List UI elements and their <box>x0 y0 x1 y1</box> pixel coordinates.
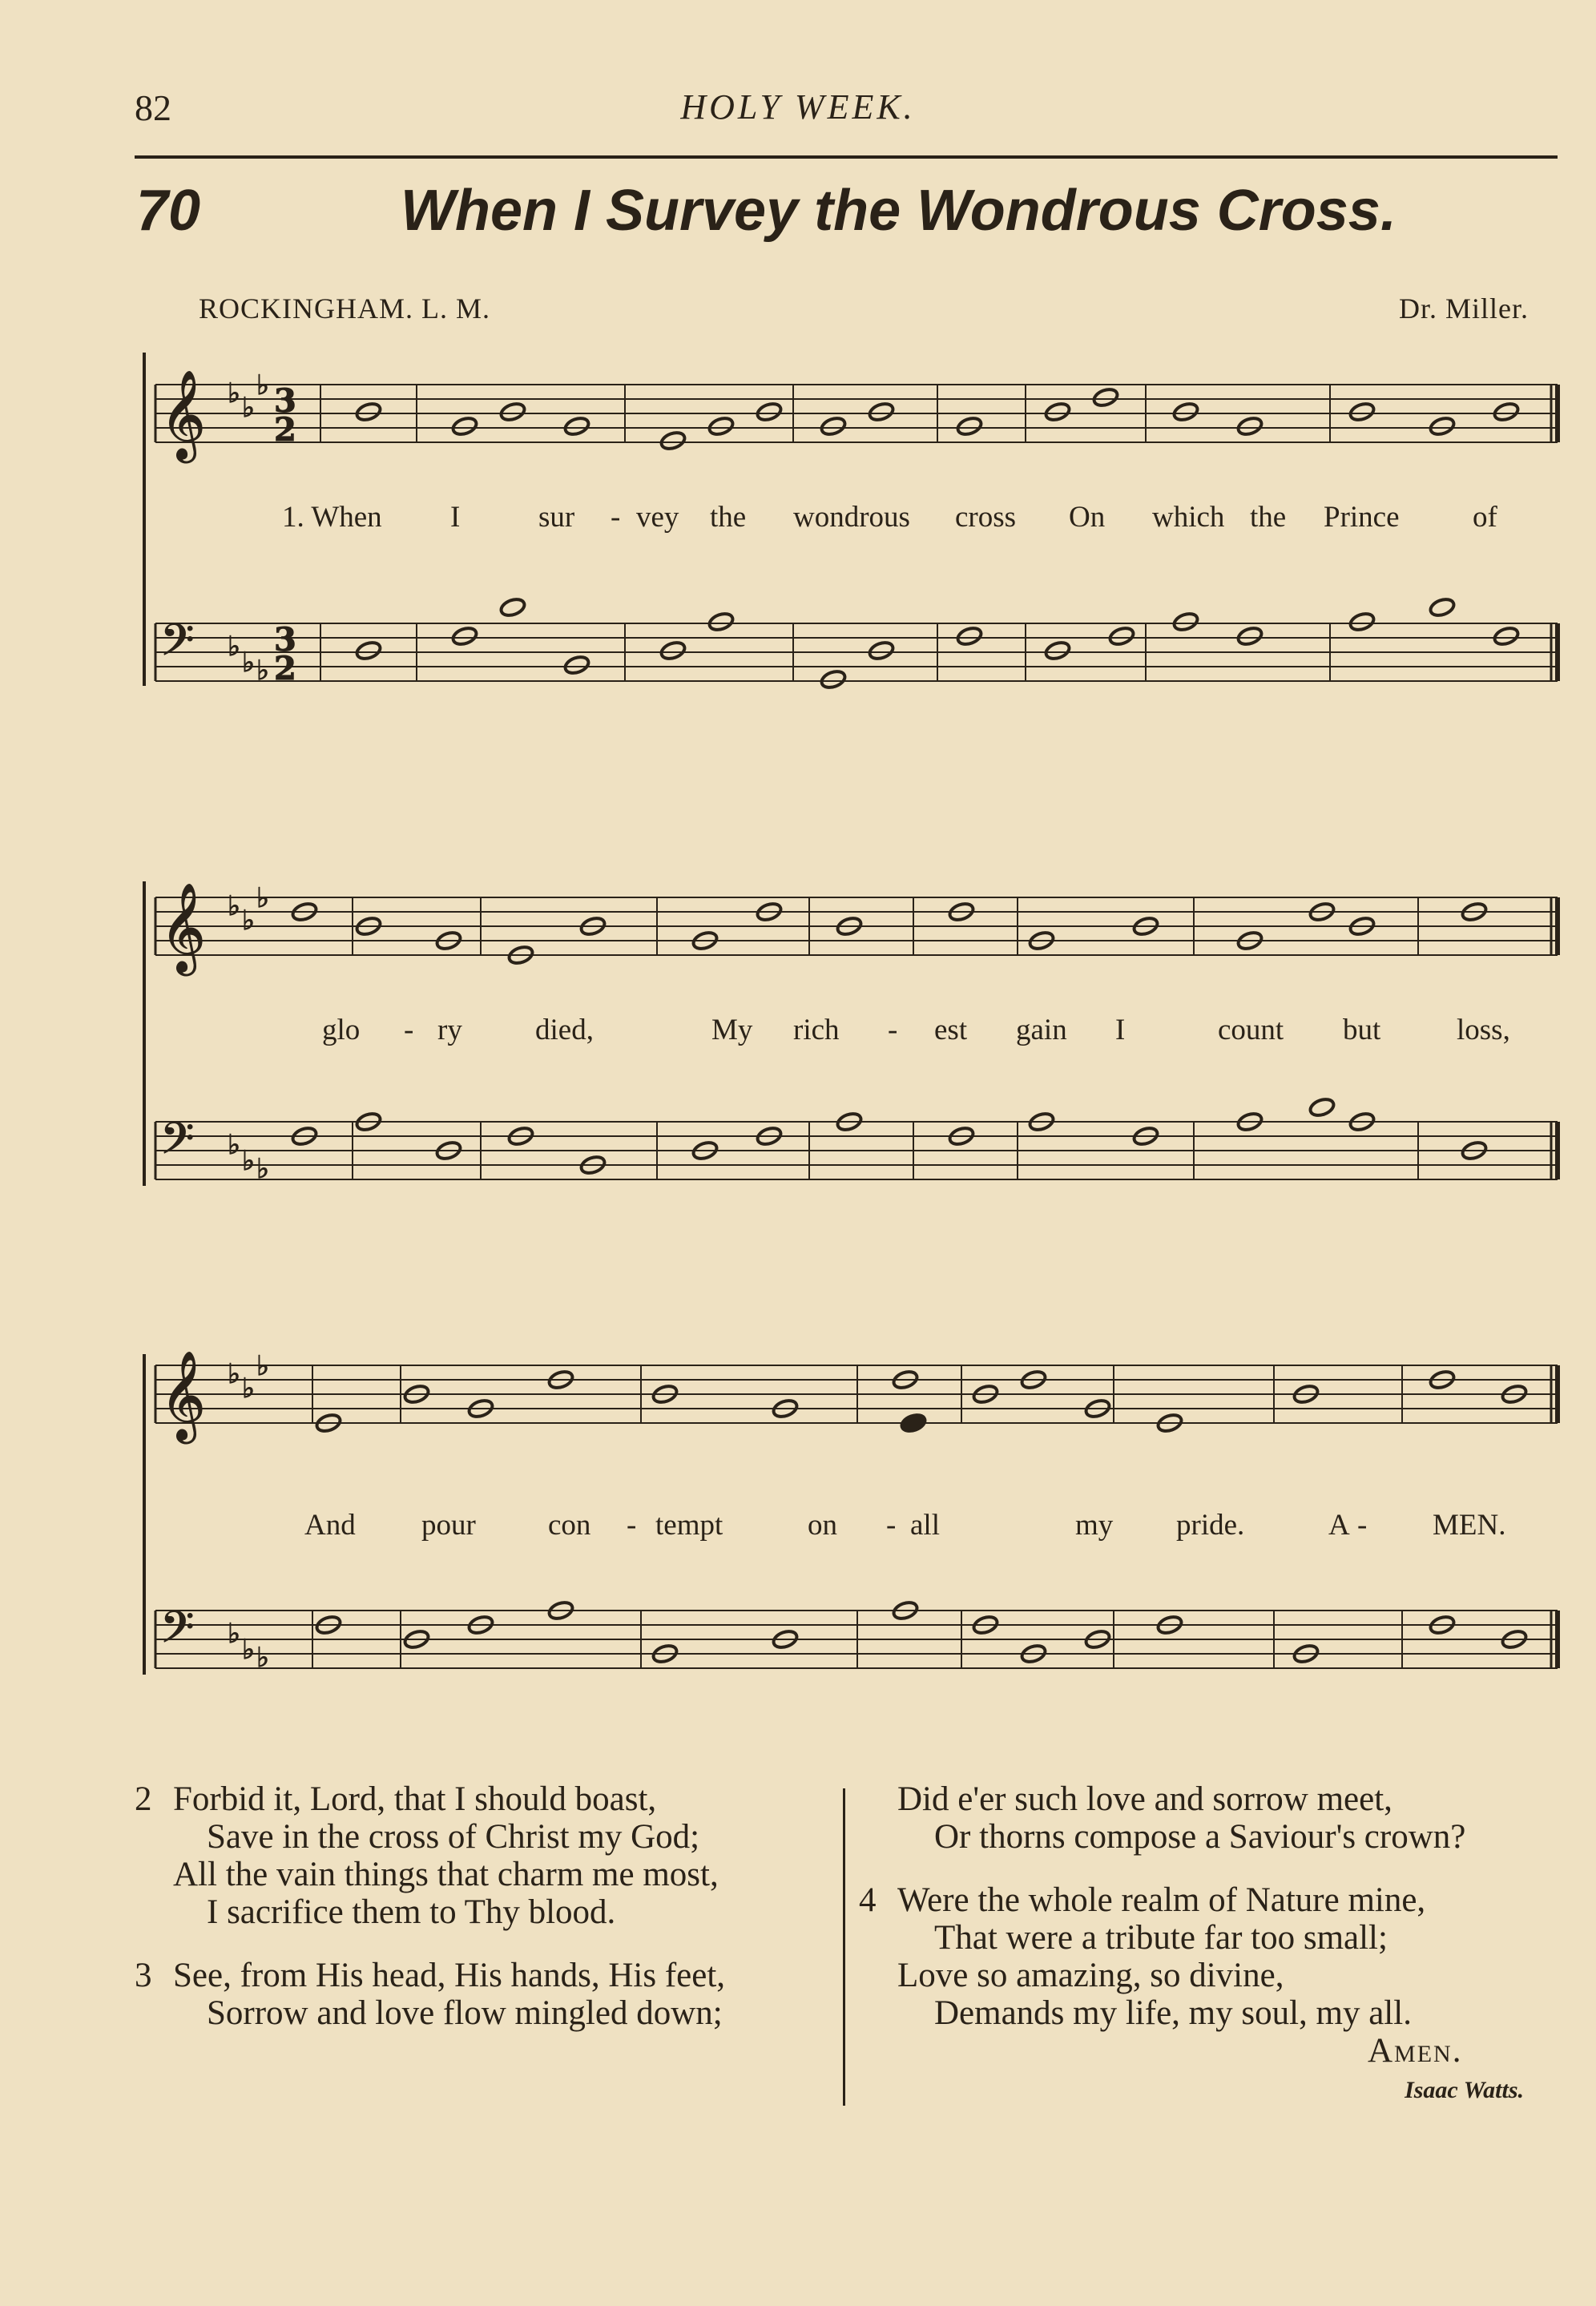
lyric-syllable: all <box>910 1509 940 1542</box>
verse-4 <box>859 1881 1564 2070</box>
verse-3 <box>135 1957 832 2032</box>
note-head <box>499 401 526 422</box>
verse-line: Did e'er such love and sorrow meet, <box>897 1780 1392 1818</box>
verse-3-continued <box>859 1780 1564 1856</box>
note-head <box>563 654 590 675</box>
lyric-syllable: est <box>934 1014 968 1046</box>
note-head <box>451 625 478 647</box>
note-head <box>659 429 687 451</box>
flat-icon: ♭ <box>256 1350 270 1382</box>
verse-line: Were the whole realm of Nature mine, <box>897 1881 1426 1919</box>
flat-icon: ♭ <box>228 1129 241 1161</box>
note-head <box>1493 625 1520 647</box>
verse-line: Or thorns compose a Saviour's crown? <box>934 1818 1466 1856</box>
page-number: 82 <box>135 87 171 128</box>
lyric-syllable: the <box>710 501 747 534</box>
verses-left-column <box>135 1780 832 2032</box>
lyric-syllable: - <box>1357 1509 1368 1542</box>
note-head <box>1308 1096 1336 1118</box>
lyric-syllable: of <box>1473 501 1497 534</box>
flat-icon: ♭ <box>228 631 241 663</box>
column-divider <box>843 1788 845 2106</box>
lyric-syllable: sur <box>538 501 575 534</box>
flat-icon: ♭ <box>242 647 256 679</box>
lyric-syllable: I <box>450 501 461 534</box>
note-head <box>1172 611 1199 632</box>
note-head <box>956 625 983 647</box>
note-head <box>1108 625 1135 647</box>
lyric-syllable: pour <box>421 1509 476 1542</box>
note-head <box>1493 401 1520 422</box>
flat-icon: ♭ <box>242 392 256 424</box>
flat-icon: ♭ <box>256 1153 270 1185</box>
verses-right-column <box>859 1780 1564 2070</box>
note-head <box>1044 401 1071 422</box>
note-head <box>1172 401 1199 422</box>
flat-icon: ♭ <box>242 905 256 937</box>
hymn-number: 70 <box>136 179 201 243</box>
note-head <box>1429 415 1456 437</box>
flat-icon: ♭ <box>228 1358 241 1390</box>
tune-name: ROCKINGHAM. L. M. <box>199 292 491 325</box>
note-head <box>355 639 382 661</box>
lyric-syllable: gain <box>1016 1014 1067 1046</box>
verse-line: I sacrifice them to Thy blood. <box>207 1893 616 1931</box>
lyric-syllable: but <box>1343 1014 1381 1046</box>
lyric-syllable: tempt <box>655 1509 723 1542</box>
verse-amen: Amen. <box>1368 2032 1463 2070</box>
lyric-syllable: - <box>627 1509 637 1542</box>
lyric-syllable: glo <box>322 1014 361 1046</box>
time-signature-top: 3 <box>274 621 296 659</box>
lyric-syllable: con <box>548 1509 591 1542</box>
lyric-syllable: which <box>1152 501 1225 534</box>
note-head <box>1429 596 1456 618</box>
verse-line: All the vain things that charm me most, <box>173 1856 719 1893</box>
time-signature-bottom: 2 <box>274 411 296 449</box>
verse-line: Save in the cross of Christ my God; <box>207 1818 700 1856</box>
note-head <box>1236 415 1264 437</box>
verse-number: 2 <box>135 1780 152 1818</box>
lyric-syllable: - <box>611 501 621 534</box>
flat-icon: ♭ <box>242 1634 256 1666</box>
note-head <box>707 415 735 437</box>
note-head <box>1092 386 1119 408</box>
flat-icon: ♭ <box>228 1618 241 1650</box>
flat-icon: ♭ <box>256 369 270 401</box>
bass-clef-icon: 𝄢 <box>160 615 195 676</box>
lyric-syllable: cross <box>955 501 1017 534</box>
flat-icon: ♭ <box>228 890 241 922</box>
flat-icon: ♭ <box>256 882 270 914</box>
verse-line: See, from His head, His hands, His feet, <box>173 1957 726 1994</box>
filled-note-head <box>900 1412 927 1433</box>
treble-clef-icon: 𝄞 <box>160 882 206 972</box>
note-head <box>1044 639 1071 661</box>
lyric-syllable: died, <box>535 1014 594 1046</box>
lyric-syllable: pride. <box>1176 1509 1245 1542</box>
flat-icon: ♭ <box>256 1642 270 1674</box>
lyric-syllable: MEN. <box>1433 1509 1506 1542</box>
lyric-syllable: wondrous <box>793 501 910 534</box>
section-title: HOLY WEEK. <box>680 87 916 127</box>
lyric-syllable: loss, <box>1457 1014 1510 1046</box>
note-head <box>707 611 735 632</box>
verse-2 <box>135 1780 832 1931</box>
flat-icon: ♭ <box>242 1145 256 1177</box>
verse-line: Forbid it, Lord, that I should boast, <box>173 1780 657 1818</box>
verse-line: Love so amazing, so divine, <box>897 1957 1284 1994</box>
lyric-syllable: count <box>1218 1014 1284 1046</box>
lyric-syllable: rich <box>793 1014 840 1046</box>
verse-number: 4 <box>859 1881 877 1919</box>
verse-line: That were a tribute far too small; <box>934 1919 1388 1957</box>
lyric-syllable: My <box>711 1014 753 1046</box>
note-head <box>1348 611 1376 632</box>
composer: Dr. Miller. <box>1399 292 1529 325</box>
lyric-syllable: Prince <box>1324 501 1400 534</box>
flat-icon: ♭ <box>228 377 241 409</box>
time-signature-top: 3 <box>274 382 296 420</box>
lyric-syllable: - <box>886 1509 897 1542</box>
lyric-syllable: On <box>1069 501 1106 534</box>
lyric-syllable: the <box>1250 501 1287 534</box>
flat-icon: ♭ <box>256 655 270 687</box>
time-signature-bottom: 2 <box>274 650 296 687</box>
hymn-author: Isaac Watts. <box>1405 2077 1524 2103</box>
bass-clef-icon: 𝄢 <box>160 1113 195 1175</box>
lyric-syllable: ry <box>437 1014 462 1046</box>
note-head <box>1236 625 1264 647</box>
note-head <box>820 415 847 437</box>
note-head <box>563 415 590 437</box>
lyric-syllable: vey <box>636 501 679 534</box>
note-head <box>659 639 687 661</box>
note-head <box>1348 401 1376 422</box>
lyric-syllable: my <box>1075 1509 1114 1542</box>
note-head <box>499 596 526 618</box>
verse-number: 3 <box>135 1957 152 1994</box>
lyric-syllable: - <box>888 1014 898 1046</box>
note-head <box>956 415 983 437</box>
bass-clef-icon: 𝄢 <box>160 1602 195 1663</box>
lyric-syllable: on <box>808 1509 837 1542</box>
note-head <box>355 401 382 422</box>
note-head <box>451 415 478 437</box>
verse-line: Demands my life, my soul, my all. <box>934 1994 1412 2032</box>
lyric-syllable: A <box>1328 1509 1350 1542</box>
verse-line: Sorrow and love flow mingled down; <box>207 1994 723 2032</box>
note-head <box>868 401 895 422</box>
lyric-syllable: And <box>304 1509 356 1542</box>
treble-clef-icon: 𝄞 <box>160 1350 206 1440</box>
note-head <box>820 668 847 690</box>
note-head <box>756 401 783 422</box>
note-head <box>868 639 895 661</box>
lyric-syllable: I <box>1115 1014 1126 1046</box>
lyric-syllable: - <box>404 1014 414 1046</box>
hymn-title: When I Survey the Wondrous Cross. <box>401 179 1396 243</box>
lyric-syllable: 1. When <box>282 501 382 534</box>
flat-icon: ♭ <box>242 1373 256 1405</box>
treble-clef-icon: 𝄞 <box>160 369 206 459</box>
